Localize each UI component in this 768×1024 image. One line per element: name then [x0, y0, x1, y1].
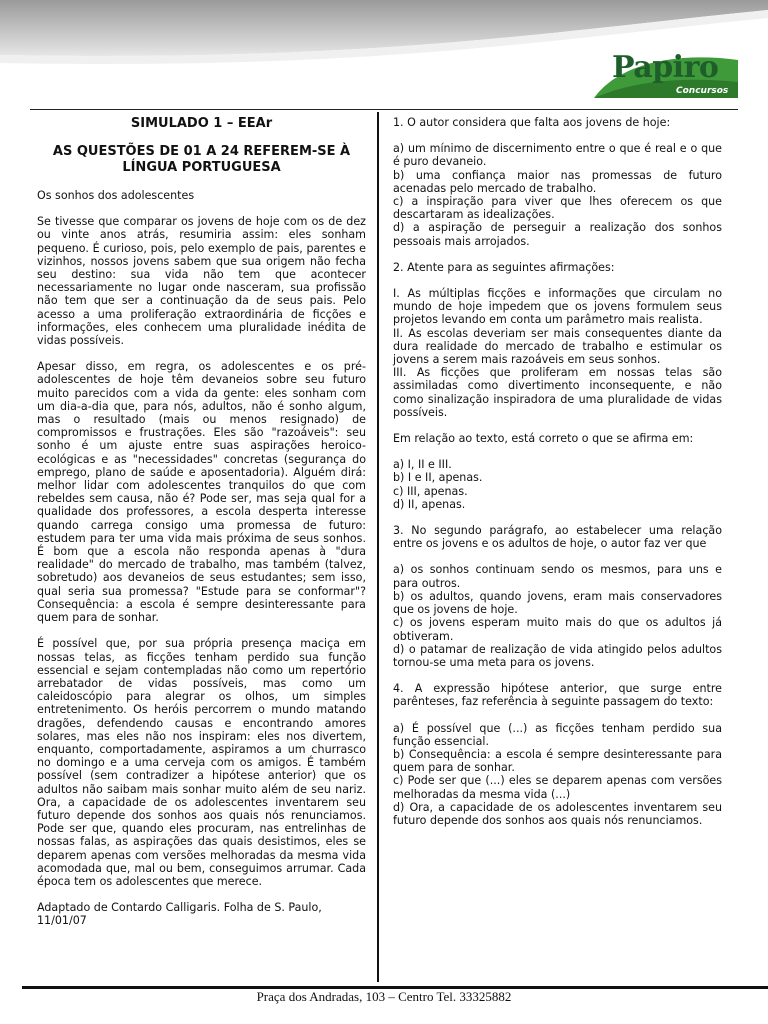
option: c) III, apenas. [393, 484, 468, 498]
option: b) uma confiança maior nas promessas de futuro acenadas pelo mercado de trabalho. [393, 168, 722, 195]
logo-text: Papiro [612, 50, 719, 85]
paragraph-1: Se tivesse que comparar os jovens de hoje com os de dez ou vinte anos atrás, resumiria assim: eles sonham pequeno. É curioso, pois, pelo exemplo de pais, parentes e vizinhos, nossos jovens sabem que sua origem não fecha seu destino: sua vida não tem que acontecer necessariamente no lugar onde nasceram, sua profissão não tem que ser a continuação da de seus pais. Pelo acesso a uma proliferação extraordinária de ficções e informações, eles conhecem uma pluralidade inédita de vidas possíveis. [37, 215, 366, 348]
section-subtitle: AS QUESTÕES DE 01 A 24 REFEREM-SE À LÍNGUA PORTUGUESA [52, 144, 351, 175]
option: c) os jovens esperam muito mais do que os adultos já obtiveram. [393, 616, 722, 643]
statement: I. As múltiplas ficções e informações que circulam no mundo de hoje impedem que os jovens formulem seus projetos levando em conta um parâmetro mais realista. [393, 287, 722, 327]
question-4-text: 4. A expressão hipótese anterior, que surge entre parênteses, faz referência à seguinte passagem do texto: [393, 682, 722, 709]
source-citation: Adaptado de Contardo Calligaris. Folha de S. Paulo, 11/01/07 [37, 901, 322, 928]
right-column [393, 116, 722, 840]
option: d) Ora, a capacidade de os adolescentes inventarem seu futuro depende dos sonhos aos quais nós renunciamos. [393, 800, 722, 827]
option: d) II, apenas. [393, 497, 466, 511]
question-1-options [393, 142, 722, 248]
paragraph-3: É possível que, por sua própria presença maciça em nossas telas, as ficções tenham perdido sua função essencial e sejam contempladas não como um repertório arrebatador de vidas possíveis, mas como um caleidoscópio para alegrar os olhos, um simples entretenimento. Os heróis percorrem o mundo matando dragões, defendendo causas e encontrando amores solares, mas eles não nos inspiram: eles nos divertem, enquanto, comportadamente, aspiramos a um churrasco no domingo e a uma cerveja com os amigos. É também possível (sem contradizer a hipótese anterior) que os adultos não saibam mais sonhar muito além de seu nariz. Ora, a capacidade de os adolescentes inventarem seu futuro depende dos sonhos aos quais nós renunciamos. Pode ser que, quando eles procuram, nas entrelinhas de nossas falas, as aspirações das quais desistimos, eles se deparem apenas com versões melhoradas da mesma vida acomodada que, mal ou bem, conseguimos arrumar. Cada época tem os adolescentes que merece. [37, 637, 366, 888]
question-2-statements [393, 287, 722, 419]
top-rule [30, 109, 738, 110]
option: c) Pode ser que (...) eles se deparem apenas com versões melhoradas da mesma vida (...) [393, 774, 722, 801]
statement: II. As escolas deveriam ser mais consequentes diante da dura realidade do mercado de trabalho e estimular os jovens a serem mais razoáveis em seus sonhos. [393, 326, 722, 367]
exam-title: SIMULADO 1 – EEAr [130, 116, 273, 131]
option: a) um mínimo de discernimento entre o que é real e o que é puro devaneio. [393, 142, 722, 169]
statement: III. As ficções que proliferam em nossas telas são assimiladas como divertimento inconsequente, e não como sinalização inspiradora de uma pluralidade de vidas possíveis. [393, 366, 722, 419]
option: a) os sonhos continuam sendo os mesmos, para uns e para outros. [393, 563, 722, 590]
question-1-text: 1. O autor considera que falta aos jovens de hoje: [393, 116, 671, 129]
question-2-text: 2. Atente para as seguintes afirmações: [393, 260, 615, 274]
question-2-prompt: Em relação ao texto, está correto o que se afirma em: [393, 432, 694, 446]
paragraph-2: Apesar disso, em regra, os adolescentes e os pré-adolescentes de hoje têm devaneios sobre seu futuro muito parecidos com a vida da gente: eles sonham com um dia-a-dia que, para nós, adultos, não é sonho algum, mas o resultado (mais ou menos resignado) de compromissos e frustrações. Eles são "razoáveis": seu sonho é um ajuste entre suas aspirações heroico-ecológicas e as "necessidades" concretas (segurança do emprego, plano de saúde e aposentadoria). Alguém dirá: melhor lidar com adolescentes tranquilos do que com rebeldes sem causa, não é? Pode ser, mas seja qual for a qualidade dos professores, a escola desperta interesse quando carrega consigo uma promessa de futuro: estudem para ter uma vida mais próxima de seus sonhos. É bom que a escola não responda apenas à "dura realidade" do mercado de trabalho, mas também (talvez, sobretudo) aos devaneios de seus estudantes; sem isso, qual seria sua promessa? "Estude para se conformar"? Consequência: a escola é sempre desinteressante para quem para de sonhar. [37, 360, 366, 625]
text-title: Os sonhos dos adolescentes [37, 189, 195, 202]
option: b) Consequência: a escola é sempre desinteressante para quem para de sonhar. [393, 747, 722, 775]
question-3-options [393, 563, 722, 669]
option: c) a inspiração para viver que lhes oferecem os que descartaram as idealizações. [393, 195, 722, 222]
question-2-options [393, 458, 722, 511]
footer-address: Praça dos Andradas, 103 – Centro Tel. 33325882 [256, 989, 512, 1004]
option: b) os adultos, quando jovens, eram mais conservadores que os jovens de hoje. [393, 589, 722, 617]
option: b) I e II, apenas. [393, 471, 483, 485]
logo-subtext: Concursos [676, 86, 729, 96]
question-4-options [393, 722, 722, 828]
left-column [37, 116, 366, 941]
option: d) o patamar de realização de vida atingido pelos adultos tornou-se uma meta para os jovens. [393, 642, 722, 669]
column-divider [377, 112, 379, 982]
question-3-text: 3. No segundo parágrafo, ao estabelecer uma relação entre os jovens e os adultos de hoje, o autor faz ver que [393, 524, 722, 551]
option: d) a aspiração de perseguir a realização dos sonhos pessoais mais arrojados. [393, 221, 722, 248]
option: a) I, II e III. [393, 458, 452, 472]
option: a) É possível que (...) as ficções tenham perdido sua função essencial. [393, 721, 722, 748]
